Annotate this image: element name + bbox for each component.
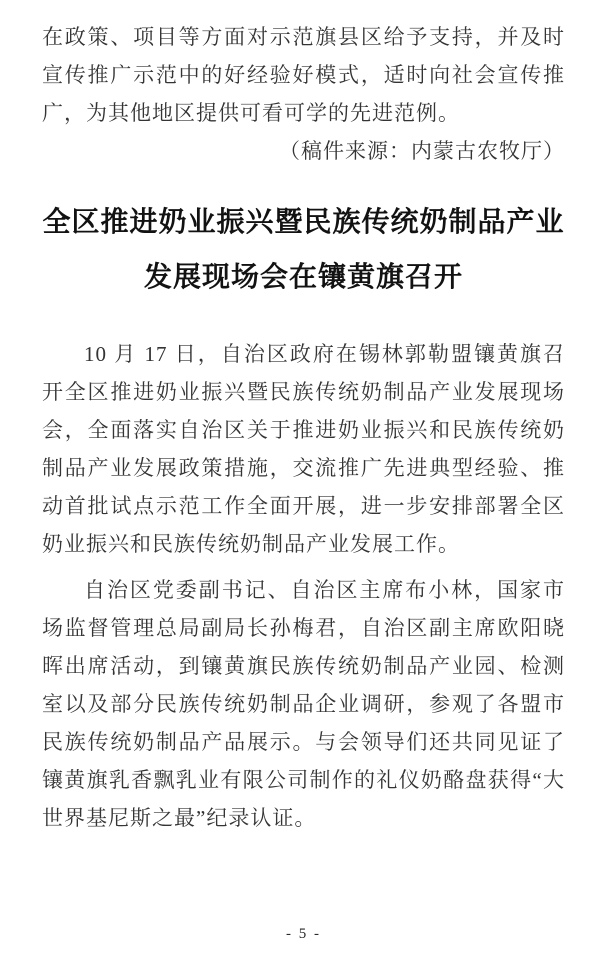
article-title-line-2: 发展现场会在镶黄旗召开 [143,262,463,293]
article-paragraph-2: 自治区党委副书记、自治区主席布小林，国家市场监督管理总局副局长孙梅君，自治区副主席欧阳晓晖出席活动，到镶黄旗民族传统奶制品产业园、检测室以及部分民族传统奶制品企业调研，参观了各盟市民族传统奶制品产品展示。与会领导们还共同见证了镶黄旗乳香飘乳业有限公司制作的礼仪奶酪盘获得“大世界基尼斯之最”纪录认证。 [42,578,565,830]
article-title-line-1: 全区推进奶业振兴暨民族传统奶制品产业 [42,207,565,238]
article-title [42,195,565,305]
source-attribution: （稿件来源：内蒙古农牧厅） [279,139,565,163]
page-number: - 5 - [286,926,321,942]
paragraph-continuation: 在政策、项目等方面对示范旗县区给予支持，并及时宣传推广示范中的好经验好模式，适时向社会宣传推广，为其他地区提供可看可学的先进范例。 [42,25,565,125]
article-paragraph-1: 10 月 17 日，自治区政府在锡林郭勒盟镶黄旗召开全区推进奶业振兴暨民族传统奶制品产业发展现场会，全面落实自治区关于推进奶业振兴和民族传统奶制品产业发展政策措施，交流推广先进典型经验、推动首批试点示范工作全面开展，进一步安排部署全区奶业振兴和民族传统奶制品产业发展工作。 [42,342,565,556]
